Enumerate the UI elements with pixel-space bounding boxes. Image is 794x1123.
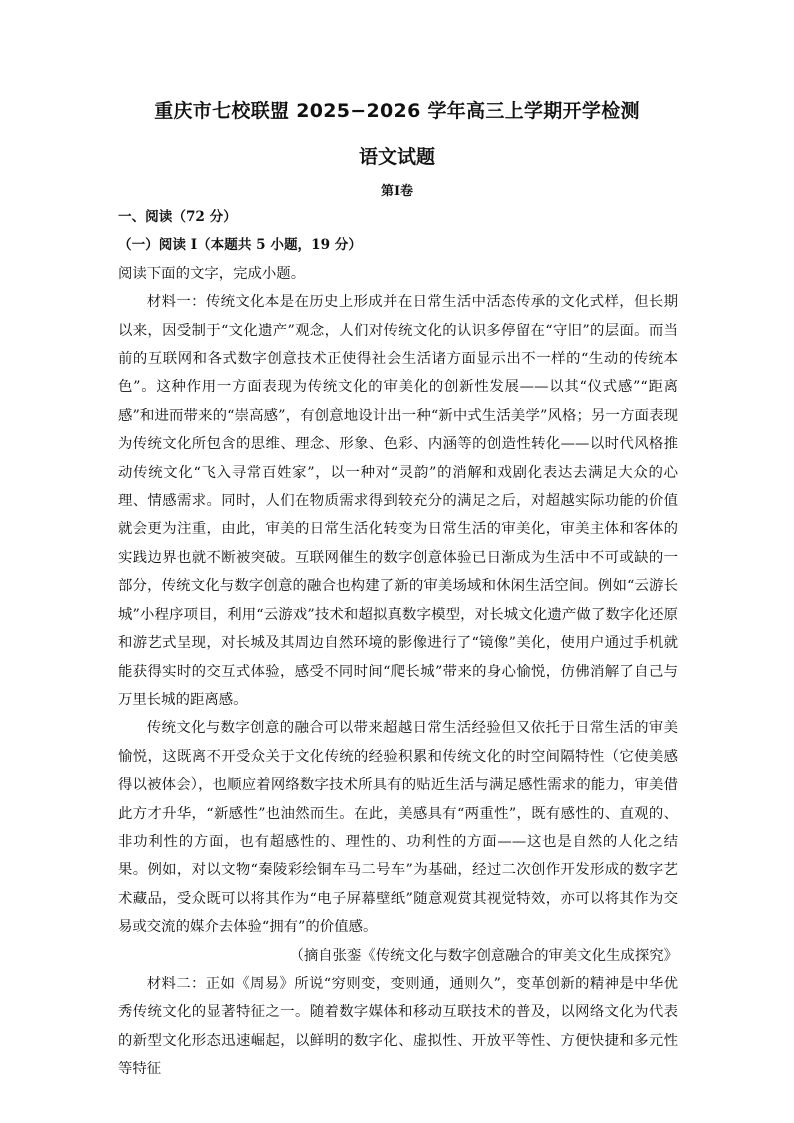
material1-source: （摘自张銮《传统文化与数字创意融合的审美文化生成探究》 xyxy=(289,947,678,964)
material1-paragraph2: 传统文化与数字创意的融合可以带来超越日常生活经验但又依托于日常生活的审美愉悦，这既离不开受众关于文化传统的经验积累和传统文化的时空间隔特性（它使美感得以被体会），也顺应着网络数字技术所具有的贴近生活与满足感性需求的能力，审美借此方才升华，“新感性”也油然而生。在此，美感具有“两重性”，既有感性的、直观的、非功利性的方面，也有超感性的、理性的、功利性的方面——这也是自然的人化之结果。例如，对以文物“秦陵彩绘铜车马二号车”为基础，经过二次创作开发形成的数字艺术藏品，受众既可以将其作为“电子屏幕壁纸”随意观赏其视觉特效，亦可以将其作为交易或交流的媒介去体验“拥有”的价值感。 xyxy=(118,720,678,936)
volume-label: 第I卷 xyxy=(380,184,414,199)
reading-instruction: 阅读下面的文字，完成小题。 xyxy=(118,265,306,282)
exam-subtitle: 语文试题 xyxy=(358,146,435,168)
material1-paragraph1: 材料一：传统文化本是在历史上形成并在日常生活中活态传承的文化式样，但长期以来，因受制于“文化遗产”观念，人们对传统文化的认识多停留在“守旧”的层面。而当前的互联网和各式数字创意技术正使得社会生活诸方面显示出不一样的“生动的传统本色”。这种作用一方面表现为传统文化的审美化的创新性发展——以其“仪式感”“距离感”和进而带来的“崇高感”，有创意地设计出一种“新中式生活美学”风格；另一方面表现为传统文化所包含的思维、理念、形象、色彩、内涵等的创造性转化——以时代风格推动传统文化“飞入寻常百姓家”，以一种对“灵韵”的消解和戏剧化表达去满足大众的心理、情感需求。同时，人们在物质需求得到较充分的满足之后，对超越实际功能的价值就会更为注重，由此，审美的日常生活化转变为日常生活的审美化，审美主体和客体的实践边界也就不断被突破。互联网催生的数字创意体验已日渐成为生活中不可或缺的一部分，传统文化与数字创意的融合也构建了新的审美场域和休闲生活空间。例如“云游长城”小程序项目，利用“云游戏”技术和超拟真数字模型，对长城文化遗产做了数字化还原和游艺式呈现，对长城及其周边自然环境的影像进行了“镜像”美化，使用户通过手机就能获得实时的交互式体验，感受不同时间“爬长城”带来的身心愉悦，仿佛消解了自己与万里长城的距离感。 xyxy=(118,294,678,708)
section-heading: 一、阅读（72 分） xyxy=(118,209,237,225)
exam-title: 重庆市七校联盟 2025−2026 学年高三上学期开学检测 xyxy=(154,100,640,122)
section-subheading: （一）阅读 I（本题共 5 小题，19 分） xyxy=(118,237,362,254)
material2-paragraph1: 材料二：正如《周易》所说“穷则变，变则通，通则久”，变革创新的精神是中华优秀传统文化的显著特征之一。随着数字媒体和移动互联技术的普及，以网络文化为代表的新型文化形态迅速崛起，以鲜明的数字化、虚拟性、开放平等性、方便快捷和多元性等特征 xyxy=(118,975,678,1078)
exam-body xyxy=(118,203,678,1084)
